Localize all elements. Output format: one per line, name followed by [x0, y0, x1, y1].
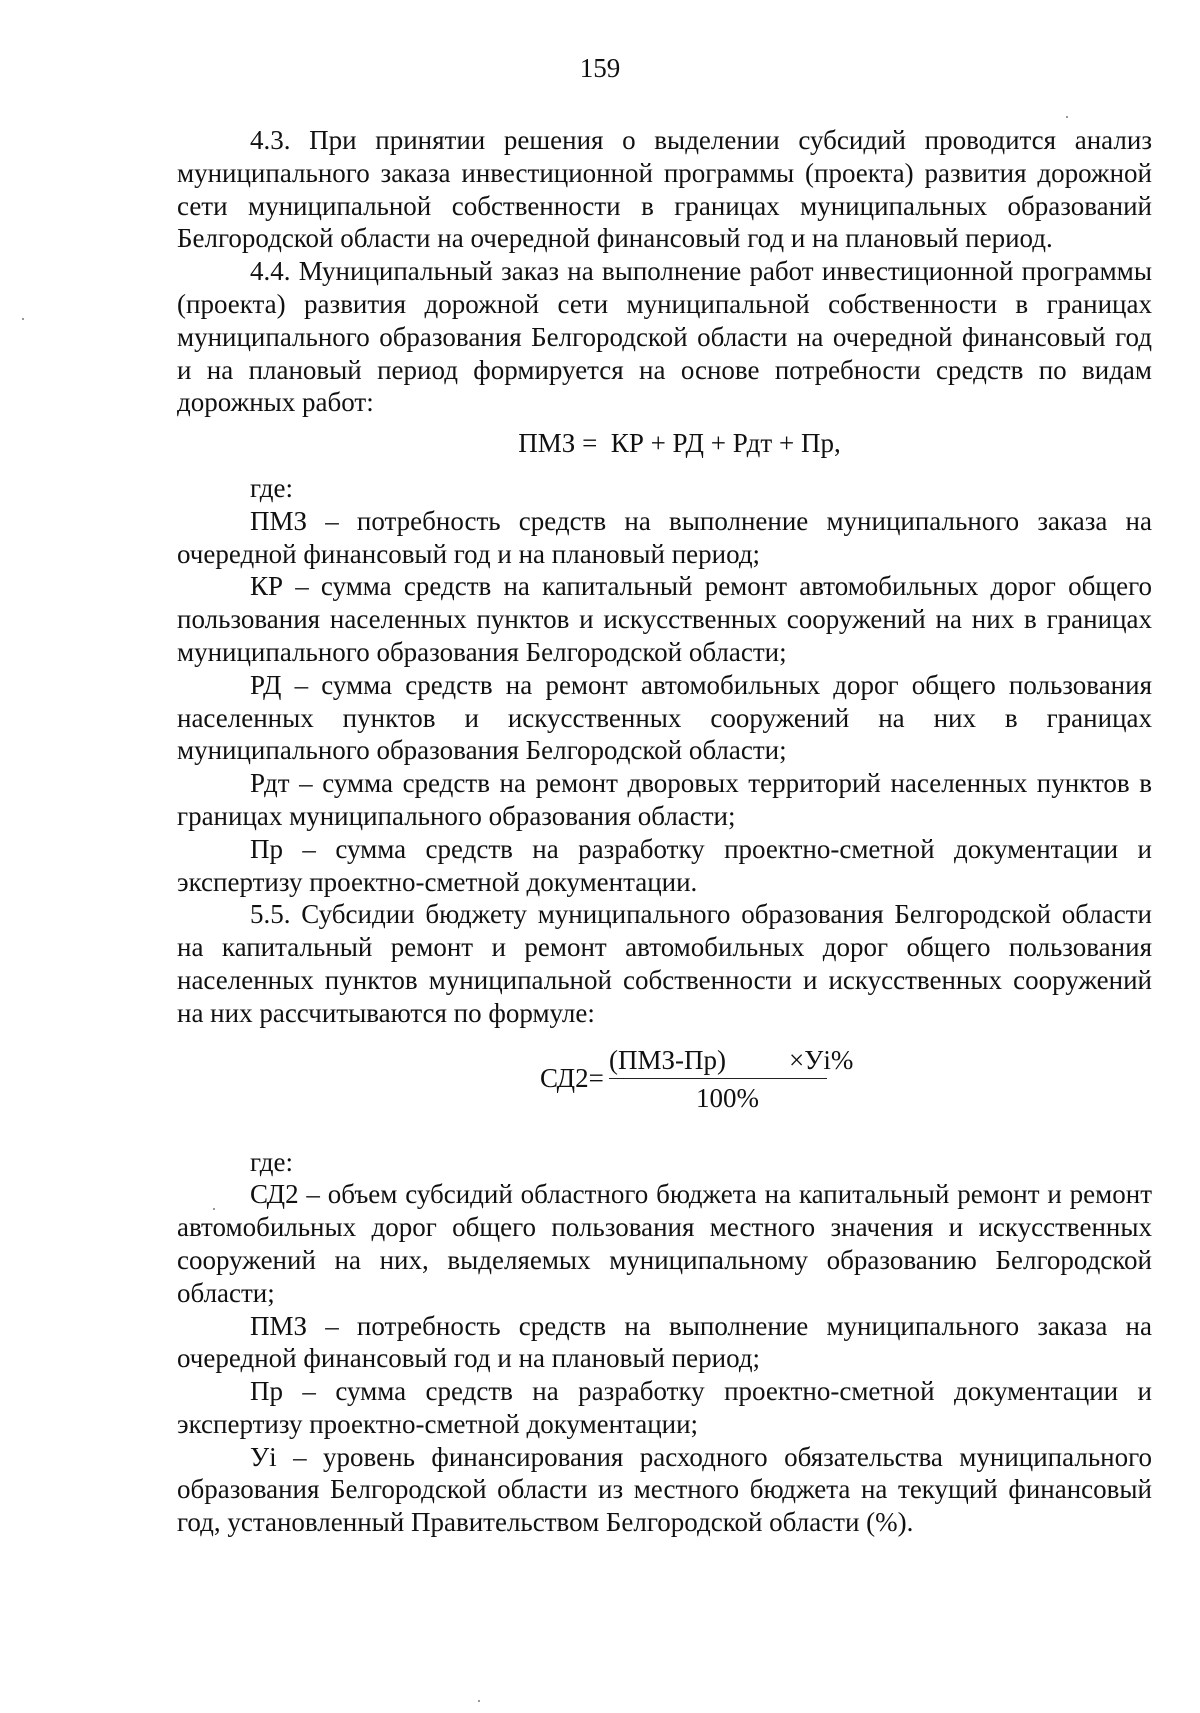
definition-pmz-2: ПМЗ – потребность средств на выполнение муниципального заказа на очередной финансовый год и на плановый период;: [177, 1310, 1152, 1374]
definition-pr-2: Пр – сумма средств на разработку проектно-сметной документации и экспертизу проектно-сметной документации;: [177, 1376, 1152, 1439]
where-label-1: где:: [250, 472, 293, 503]
scan-speck: [22, 318, 24, 320]
definition-kr: КР – сумма средств на капитальный ремонт автомобильных дорог общего пользования населенных пунктов и искусственных сооружений на них в границах муниципального образования Белгородской области;: [177, 571, 1152, 667]
scan-speck: [213, 1208, 215, 1210]
page-number: 159: [579, 53, 621, 83]
where-label-2: где:: [250, 1146, 293, 1177]
definition-pr: Пр – сумма средств на разработку проектно-сметной документации и экспертизу проектно-сметной документации.: [177, 833, 1152, 897]
definition-pmz: ПМЗ – потребность средств на выполнение муниципального заказа на очередной финансовый год и на плановый период;: [177, 505, 1152, 569]
paragraph-5-5: 5.5. Субсидии бюджету муниципального образования Белгородской области на капитальный ремонт и ремонт автомобильных дорог общего пользования населенных пунктов муниципальной собственности и искусственных сооружений на них рассчитываются по формуле:: [177, 899, 1152, 1028]
paragraph-4-3: 4.3. При принятии решения о выделении субсидий проводится анализ муниципального заказа инвестиционной программы (проекта) развития дорожной сети муниципальной собственности в границах муниципальных образований Белгородской области на очередной финансовый год и на плановый период.: [177, 125, 1152, 254]
formula-sd2: [177, 1044, 1152, 1122]
formula-sd2-numerator: (ПМЗ-Пр): [609, 1044, 727, 1075]
definition-rdt: Рдт – сумма средств на ремонт дворовых территорий населенных пунктов в границах муниципального образования области;: [177, 768, 1152, 831]
document-body: [177, 124, 1152, 1539]
formula-pmz: ПМЗ = КР + РД + Рдт + Пр,: [518, 428, 841, 459]
formula-sd2-multiplier: ×Уi%: [789, 1044, 854, 1075]
definition-ui: Уi – уровень финансирования расходного обязательства муниципального образования Белгородской области из местного бюджета на текущий финансовый год, установленный Правительством Белгородской области (%).: [177, 1441, 1152, 1538]
paragraph-4-4: 4.4. Муниципальный заказ на выполнение работ инвестиционной программы (проекта) развития дорожной сети муниципальной собственности в границах муниципального образования Белгородской области на очередной финансовый год и на плановый период формируется на основе потребности средств по видам дорожных работ:: [177, 256, 1152, 418]
formula-sd2-lhs: СД2=: [540, 1062, 604, 1093]
definition-sd2: СД2 – объем субсидий областного бюджета на капитальный ремонт и ремонт автомобильных дорог общего пользования местного значения и искусственных сооружений на них, выделяемых муниципальному образованию Белгородской области;: [177, 1179, 1152, 1308]
formula-sd2-denominator: 100%: [696, 1082, 759, 1113]
scan-speck: [1066, 116, 1068, 118]
definition-rd: РД – сумма средств на ремонт автомобильных дорог общего пользования населенных пунктов и искусственных сооружений на них в границах муниципального образования Белгородской области;: [177, 669, 1152, 766]
formula-sd2-fraction-bar: [609, 1078, 827, 1079]
scan-speck: [478, 1700, 480, 1702]
